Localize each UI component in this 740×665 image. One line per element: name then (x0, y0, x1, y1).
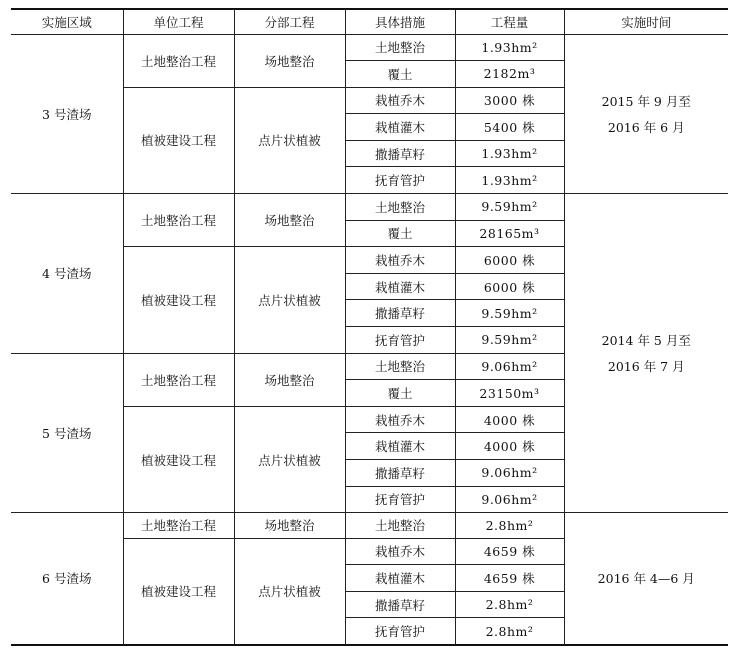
qty-cell: 3000 株 (455, 87, 564, 114)
time-line: 2016 年 7 月 (607, 359, 685, 375)
header-area: 实施区域 (11, 9, 123, 34)
header-sub: 分部工程 (234, 9, 345, 34)
area-cell: 3 号渣场 (11, 34, 123, 194)
measure-cell: 栽植乔木 (345, 247, 455, 274)
unit-cell: 土地整治工程 (123, 34, 234, 87)
qty-cell: 9.06hm² (455, 353, 564, 380)
measure-cell: 栽植灌木 (345, 565, 455, 592)
sub-cell: 点片状植被 (234, 406, 345, 512)
sub-cell: 场地整治 (234, 34, 345, 87)
sub-cell: 场地整治 (234, 194, 345, 247)
measure-cell: 撒播草籽 (345, 591, 455, 618)
qty-cell: 4659 株 (455, 538, 564, 565)
measure-cell: 撒播草籽 (345, 140, 455, 167)
time-line: 2015 年 9 月至 (601, 93, 691, 109)
measure-cell: 土地整治 (345, 34, 455, 61)
sub-cell: 场地整治 (234, 513, 345, 539)
unit-cell: 植被建设工程 (123, 247, 234, 353)
unit-cell: 植被建设工程 (123, 538, 234, 644)
measure-cell: 栽植灌木 (345, 114, 455, 141)
qty-cell: 1.93hm² (455, 167, 564, 194)
header-time: 实施时间 (564, 9, 728, 34)
measure-cell: 栽植灌木 (345, 273, 455, 300)
measure-cell: 覆土 (345, 61, 455, 88)
header-qty: 工程量 (455, 9, 564, 34)
qty-cell: 23150m³ (455, 380, 564, 407)
measure-cell: 抚育管护 (345, 618, 455, 645)
qty-cell: 28165m³ (455, 220, 564, 247)
measure-cell: 覆土 (345, 380, 455, 407)
measure-cell: 栽植乔木 (345, 406, 455, 433)
time-cell (564, 194, 728, 513)
qty-cell: 9.06hm² (455, 460, 564, 487)
unit-cell: 土地整治工程 (123, 353, 234, 406)
time-line: 2014 年 5 月至 (601, 333, 691, 349)
measure-cell: 土地整治 (345, 513, 455, 539)
time-line: 2016 年 6 月 (607, 119, 685, 135)
qty-cell: 2182m³ (455, 61, 564, 88)
measure-cell: 覆土 (345, 220, 455, 247)
measure-cell: 土地整治 (345, 353, 455, 380)
sub-cell: 点片状植被 (234, 247, 345, 353)
table-row (11, 34, 728, 61)
engineering-table (11, 8, 728, 646)
measure-cell: 抚育管护 (345, 486, 455, 513)
area-cell: 6 号渣场 (11, 513, 123, 645)
time-cell (564, 513, 728, 645)
qty-cell: 9.59hm² (455, 327, 564, 354)
sub-cell: 点片状植被 (234, 538, 345, 644)
table-row (11, 194, 728, 221)
measure-cell: 抚育管护 (345, 327, 455, 354)
qty-cell: 1.93hm² (455, 140, 564, 167)
unit-cell: 植被建设工程 (123, 406, 234, 512)
sub-cell: 点片状植被 (234, 87, 345, 193)
table-row (11, 513, 728, 539)
measure-cell: 撒播草籽 (345, 460, 455, 487)
measure-cell: 栽植乔木 (345, 538, 455, 565)
qty-cell: 4659 株 (455, 565, 564, 592)
unit-cell: 植被建设工程 (123, 87, 234, 193)
qty-cell: 2.8hm² (455, 513, 564, 539)
time-line: 2016 年 4—6 月 (597, 571, 695, 587)
qty-cell: 5400 株 (455, 114, 564, 141)
qty-cell: 9.59hm² (455, 300, 564, 327)
measure-cell: 撒播草籽 (345, 300, 455, 327)
time-cell (564, 34, 728, 194)
header-row (11, 9, 728, 34)
area-cell: 5 号渣场 (11, 353, 123, 513)
unit-cell: 土地整治工程 (123, 513, 234, 539)
sub-cell: 场地整治 (234, 353, 345, 406)
qty-cell: 2.8hm² (455, 591, 564, 618)
measure-cell: 土地整治 (345, 194, 455, 221)
qty-cell: 4000 株 (455, 406, 564, 433)
measure-cell: 栽植乔木 (345, 87, 455, 114)
qty-cell: 9.59hm² (455, 194, 564, 221)
qty-cell: 9.06hm² (455, 486, 564, 513)
qty-cell: 1.93hm² (455, 34, 564, 61)
header-unit: 单位工程 (123, 9, 234, 34)
unit-cell: 土地整治工程 (123, 194, 234, 247)
qty-cell: 2.8hm² (455, 618, 564, 645)
qty-cell: 6000 株 (455, 247, 564, 274)
header-measure: 具体措施 (345, 9, 455, 34)
area-cell: 4 号渣场 (11, 194, 123, 354)
qty-cell: 6000 株 (455, 273, 564, 300)
measure-cell: 栽植灌木 (345, 433, 455, 460)
measure-cell: 抚育管护 (345, 167, 455, 194)
qty-cell: 4000 株 (455, 433, 564, 460)
